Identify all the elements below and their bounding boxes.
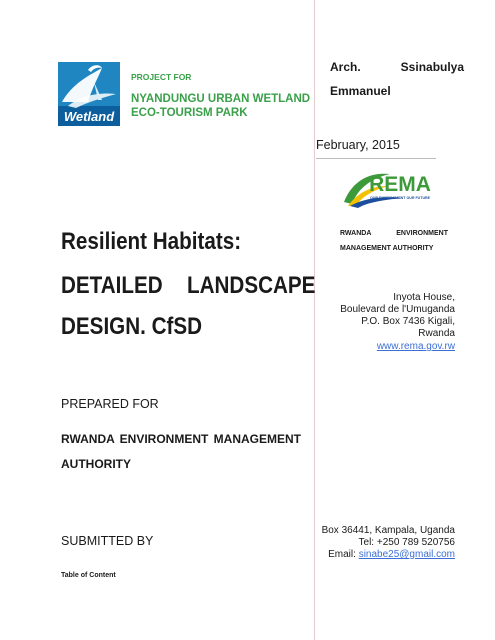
address-line2: Boulevard de l'Umuganda xyxy=(340,304,455,315)
rema-agency-word2: ENVIRONMENT xyxy=(396,230,448,237)
client-name-line1: RWANDA ENVIRONMENT MANAGEMENT xyxy=(61,432,301,446)
submitted-by-label: SUBMITTED BY xyxy=(61,534,154,548)
website-link[interactable]: www.rema.gov.rw xyxy=(376,341,455,352)
document-title-line3: DESIGN. CfSD xyxy=(61,313,203,340)
rema-logo xyxy=(342,168,442,208)
project-name xyxy=(131,92,311,120)
wetland-logo-text: Wetland xyxy=(63,109,115,124)
rema-agency-line2: MANAGEMENT AUTHORITY xyxy=(340,245,434,252)
project-name-line1: NYANDUNGU URBAN WETLAND xyxy=(131,93,311,105)
column-divider xyxy=(314,0,315,640)
document-title-line2-b: LANDSCAPE xyxy=(187,272,316,299)
project-name-line2: ECO-TOURISM PARK xyxy=(131,107,248,119)
rema-agency-word1: RWANDA xyxy=(340,230,372,237)
date-rule xyxy=(316,158,436,159)
email-link[interactable]: sinabe25@gmail.com xyxy=(358,549,455,560)
table-of-content-label: Table of Content xyxy=(61,572,116,579)
address-line1: Inyota House, xyxy=(393,292,455,303)
project-for-label: PROJECT FOR xyxy=(131,72,192,82)
document-title-line1: Resilient Habitats: xyxy=(61,228,242,255)
client-name-line2: AUTHORITY xyxy=(61,457,131,471)
address-line3: P.O. Box 7436 Kigali, xyxy=(361,316,455,327)
contact-email-line xyxy=(328,549,455,561)
contact-address: Box 36441, Kampala, Uganda xyxy=(321,525,455,536)
rema-logo-text: REMA xyxy=(369,173,431,196)
rema-tagline: OUR ENVIRONMENT OUR FUTURE xyxy=(369,196,431,200)
author-line2: Emmanuel xyxy=(330,84,391,98)
document-date: February, 2015 xyxy=(316,138,400,152)
contact-phone: Tel: +250 789 520756 xyxy=(358,537,455,548)
email-label: Email: xyxy=(328,549,359,560)
document-title-line2-a: DETAILED xyxy=(61,272,163,299)
wetland-logo xyxy=(58,62,120,126)
author-line1: Arch. Ssinabulya xyxy=(330,60,465,74)
rema-agency-line1 xyxy=(340,230,448,237)
prepared-for-label: PREPARED FOR xyxy=(61,397,159,411)
address-line4: Rwanda xyxy=(418,328,455,339)
